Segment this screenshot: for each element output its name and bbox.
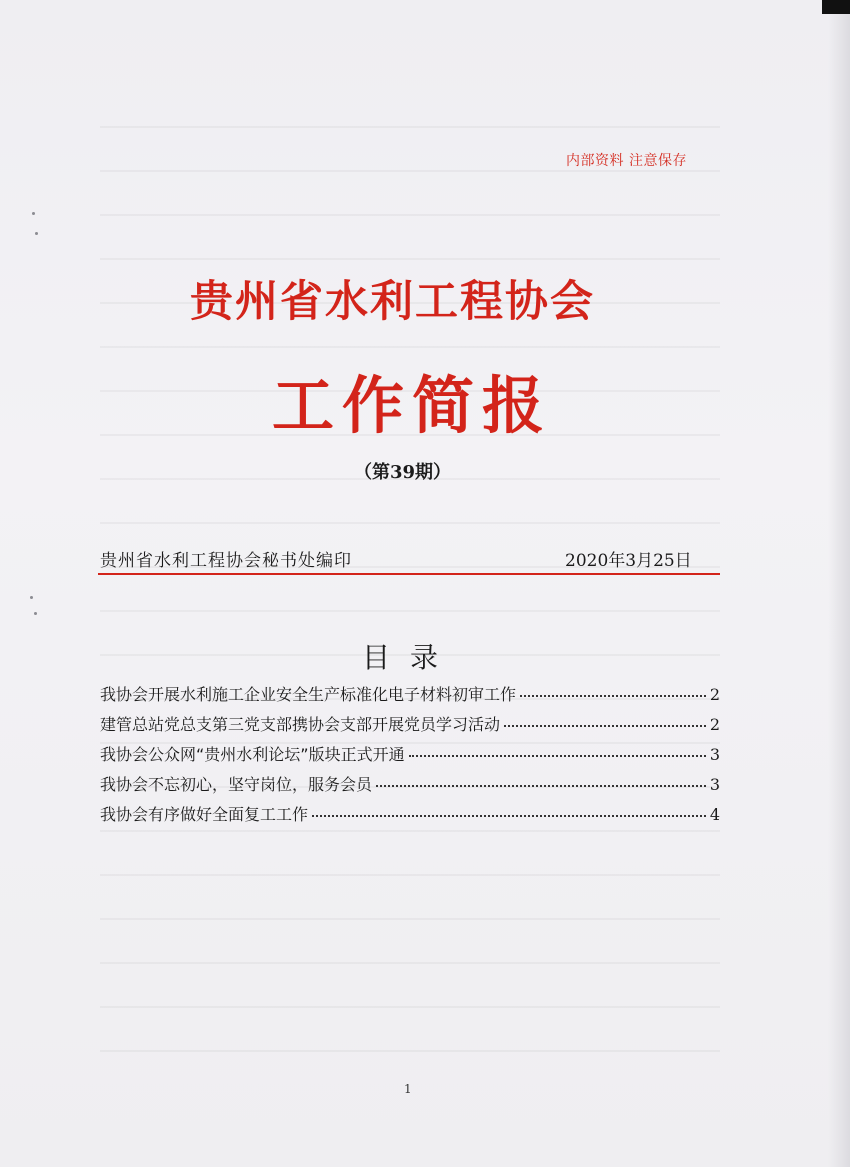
toc-item[interactable] [100,742,720,772]
paper-edge [828,0,850,1167]
toc-item[interactable] [100,682,720,712]
scan-corner-mark [822,0,850,14]
toc-item[interactable] [100,802,720,832]
toc-item-page: 4 [709,805,720,824]
scan-speck [32,212,35,215]
toc-item-title: 建管总站党总支第三党支部携协会支部开展党员学习活动 [100,715,501,734]
organization-title: 贵州省水利工程协会 [190,277,595,327]
toc-item-page: 2 [709,685,720,704]
scan-speck [30,596,33,599]
toc-item-title: 我协会有序做好全面复工工作 [100,805,309,824]
toc-item-title: 我协会开展水利施工企业安全生产标准化电子材料初审工作 [100,685,517,704]
toc-item-page: 3 [709,775,720,794]
toc-leader-dots [312,815,706,817]
reverse-side-show-through [100,100,720,1060]
toc-item[interactable] [100,772,720,802]
toc-heading: 目录 [362,641,459,674]
toc-leader-dots [504,725,706,727]
scan-speck [34,612,37,615]
toc-item-title: 我协会不忘初心，坚守岗位，服务会员 [100,775,373,794]
toc-item-title: 我协会公众网“贵州水利论坛”版块正式开通 [100,745,405,764]
toc-item-page: 2 [709,715,720,734]
toc-leader-dots [409,755,706,757]
scan-speck [35,232,38,235]
toc-item-page: 3 [709,745,720,764]
red-divider-rule [98,573,720,575]
bulletin-title: 工作简报 [272,369,553,442]
classification-label: 内部资料 注意保存 [566,153,687,169]
toc-item[interactable] [100,712,720,742]
issue-number: （第39期） [354,462,452,483]
page-number: 1 [404,1082,412,1096]
toc-list [100,682,720,832]
publisher-line: 贵州省水利工程协会秘书处编印 [100,551,352,571]
publication-date: 2020年3月25日 [565,551,692,571]
toc-leader-dots [520,695,706,697]
toc-leader-dots [376,785,706,787]
